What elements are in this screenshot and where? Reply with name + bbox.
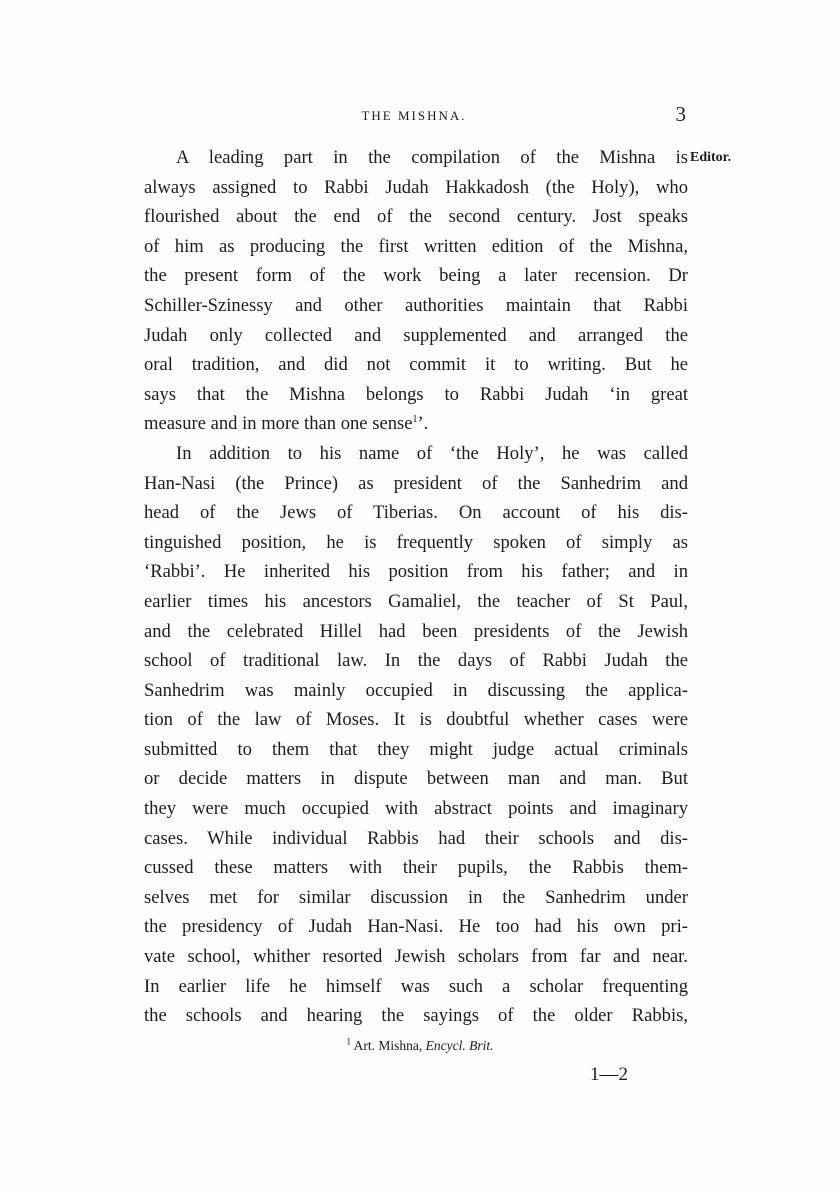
running-head <box>144 104 684 128</box>
text-line: Judah only collected and supplemented and arranged the <box>144 324 688 346</box>
text-line: A leading part in the compilation of the Mishna is <box>176 147 688 168</box>
text-line: Sanhedrim was mainly occupied in discussing the applica- <box>144 679 688 701</box>
text-line: selves met for similar discussion in the Sanhedrim under <box>144 886 688 908</box>
signature-mark: 1—2 <box>590 1064 628 1085</box>
margin-note: Editor. <box>690 150 732 165</box>
text-line: oral tradition, and did not commit it to writing. But he <box>144 354 688 376</box>
text-line: school of traditional law. In the days of Rabbi Judah the <box>144 650 688 672</box>
text-line: of him as producing the first written edition of the Mishna, <box>144 235 688 257</box>
text-line: tinguished position, he is frequently spoken of simply as <box>144 531 688 553</box>
text-line: cussed these matters with their pupils, the Rabbis them- <box>144 857 688 879</box>
text-line: cases. While individual Rabbis had their schools and dis- <box>144 827 688 849</box>
footnote-source: Encycl. Brit. <box>425 1038 494 1053</box>
text-line: or decide matters in dispute between man and man. But <box>144 768 688 790</box>
text-line: they were much occupied with abstract points and imaginary <box>144 798 688 820</box>
text-line: head of the Jews of Tiberias. On account of his dis- <box>144 502 688 524</box>
text-line: the present form of the work being a later recension. Dr <box>144 265 688 287</box>
text-line: says that the Mishna belongs to Rabbi Judah ‘in great <box>144 383 688 405</box>
text-line: vate school, whither resorted Jewish scholars from far and near. <box>144 946 688 968</box>
text-fragment: measure and in more than one sense <box>144 413 413 435</box>
text-line: submitted to them that they might judge actual criminals <box>144 738 688 760</box>
text-line: the schools and hearing the sayings of the older Rabbis, <box>144 1005 688 1027</box>
text-line: Han-Nasi (the Prince) as president of the Sanhedrim and <box>144 472 688 494</box>
footnote-text: Art. Mishna, <box>353 1038 423 1053</box>
running-title: THE MISHNA. <box>361 108 467 123</box>
footnote <box>0 1038 840 1054</box>
text-line: and the celebrated Hillel had been presidents of the Jewish <box>144 620 688 642</box>
text-line: In addition to his name of ‘the Holy’, he was called <box>176 442 688 464</box>
text-line: Schiller-Szinessy and other authorities maintain that Rabbi <box>144 294 688 316</box>
text-line: tion of the law of Moses. It is doubtful whether cases were <box>144 709 688 731</box>
text-line: In earlier life he himself was such a scholar frequenting <box>144 975 688 997</box>
text-line: always assigned to Rabbi Judah Hakkadosh (the Holy), who <box>144 176 688 198</box>
footnote-marker: 1 <box>412 414 418 426</box>
body-text <box>144 143 688 1031</box>
text-line: the presidency of Judah Han-Nasi. He too had his own pri- <box>144 916 688 938</box>
text-line: earlier times his ancestors Gamaliel, the teacher of St Paul, <box>144 590 688 612</box>
text-line-last <box>144 409 688 439</box>
text-line: ‘Rabbi’. He inherited his position from his father; and in <box>144 561 688 583</box>
text-fragment: ’. <box>417 413 429 435</box>
footnote-number: 1 <box>346 1036 351 1047</box>
page-number: 3 <box>675 102 686 126</box>
text-line: flourished about the end of the second century. Jost speaks <box>144 206 688 228</box>
